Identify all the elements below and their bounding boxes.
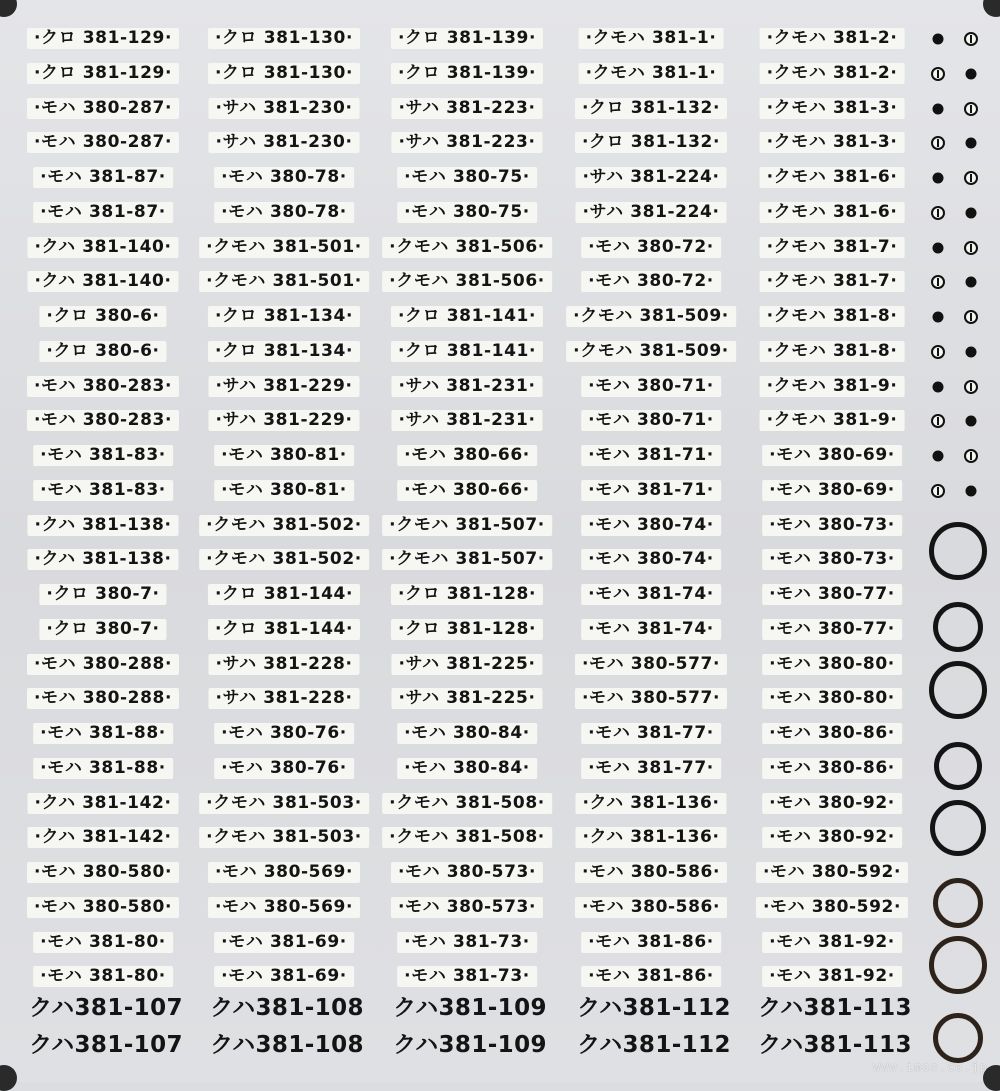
ring-mark <box>934 742 982 790</box>
car-number-decal: ·クロ 381-141· <box>391 306 543 327</box>
car-number-decal: ·クモハ 381-506· <box>382 237 552 258</box>
car-number-decal: ·モハ 380-75· <box>397 202 537 223</box>
large-car-number-decal: クハ381-109 <box>393 995 547 1021</box>
car-number-decal: ·クロ 380-7· <box>39 584 166 605</box>
car-number-decal: ·サハ 381-224· <box>575 202 726 223</box>
car-number-decal: ·モハ 380-66· <box>397 480 537 501</box>
split-dot-mark <box>964 380 978 394</box>
car-number-decal: ·モハ 380-81· <box>214 480 354 501</box>
solid-dot-mark <box>933 34 944 45</box>
car-number-decal: ·クモハ 381-503· <box>199 827 369 848</box>
decal-row <box>0 617 920 641</box>
large-car-number-decal: クハ381-112 <box>577 1032 731 1058</box>
car-number-decal: ·クモハ 381-506· <box>382 271 552 292</box>
car-number-decal: ·クモハ 381-3· <box>760 132 905 153</box>
car-number-decal: ·クモハ 381-1· <box>579 28 724 49</box>
ring-mark <box>933 602 983 652</box>
car-number-decal: ·クモハ 381-502· <box>199 515 369 536</box>
split-dot-mark <box>931 136 945 150</box>
car-number-decal: ·クモハ 381-8· <box>760 306 905 327</box>
car-number-decal: ·モハ 380-592· <box>756 897 908 918</box>
corner-mark-bottom-left <box>0 1065 17 1091</box>
decal-row <box>0 269 920 293</box>
split-dot-mark <box>964 102 978 116</box>
car-number-decal: ·クハ 381-136· <box>575 793 726 814</box>
decal-row <box>0 825 920 849</box>
car-number-decal: ·モハ 381-69· <box>214 966 354 987</box>
car-number-decal: ·モハ 380-71· <box>581 410 721 431</box>
car-number-decal: ·モハ 381-86· <box>581 932 721 953</box>
decal-row <box>0 61 920 85</box>
car-number-decal: ·モハ 380-74· <box>581 549 721 570</box>
decal-row <box>0 96 920 120</box>
ring-mark <box>930 800 986 856</box>
car-number-decal: ·モハ 381-73· <box>397 932 537 953</box>
ring-mark <box>929 936 987 994</box>
car-number-decal: ·モハ 380-76· <box>214 723 354 744</box>
split-dot-mark <box>964 310 978 324</box>
car-number-decal: ·モハ 380-73· <box>762 515 902 536</box>
solid-dot-mark <box>966 485 977 496</box>
car-number-decal: ·クモハ 381-6· <box>760 167 905 188</box>
decal-row <box>0 652 920 676</box>
car-number-decal: ·クハ 381-142· <box>27 793 178 814</box>
car-number-decal: ·クロ 381-132· <box>575 98 727 119</box>
car-number-decal: ·モハ 380-580· <box>27 897 179 918</box>
large-car-number-decal: クハ381-107 <box>29 1032 183 1058</box>
decal-row <box>0 860 920 884</box>
car-number-decal: ·モハ 381-88· <box>33 758 173 779</box>
car-number-decal: ·クハ 381-138· <box>27 515 178 536</box>
car-number-decal: ·クモハ 381-503· <box>199 793 369 814</box>
decal-row <box>0 235 920 259</box>
car-number-decal: ·クモハ 381-8· <box>760 341 905 362</box>
car-number-decal: ·クモハ 381-501· <box>199 271 369 292</box>
car-number-decal: ·サハ 381-229· <box>208 376 359 397</box>
car-number-decal: ·サハ 381-228· <box>208 688 359 709</box>
watermark: www.imon.co.jp <box>872 1060 988 1074</box>
solid-dot-mark <box>966 416 977 427</box>
car-number-decal: ·クモハ 381-508· <box>382 827 552 848</box>
decal-row <box>0 339 920 363</box>
car-number-decal: ·モハ 380-288· <box>27 688 179 709</box>
car-number-decal: ·クロ 381-134· <box>208 341 360 362</box>
car-number-decal: ·モハ 380-283· <box>27 376 179 397</box>
car-number-decal: ·クロ 381-129· <box>27 28 179 49</box>
car-number-decal: ·クロ 381-134· <box>208 306 360 327</box>
car-number-decal: ·モハ 381-80· <box>33 932 173 953</box>
split-dot-mark <box>964 32 978 46</box>
car-number-decal: ·クハ 381-136· <box>575 827 726 848</box>
car-number-decal: ·クハ 381-140· <box>27 271 178 292</box>
car-number-decal: ·サハ 381-229· <box>208 410 359 431</box>
car-number-decal: ·クモハ 381-502· <box>199 549 369 570</box>
car-number-decal: ·クロ 381-128· <box>391 584 543 605</box>
car-number-decal: ·モハ 380-586· <box>575 897 727 918</box>
large-car-number-decal: クハ381-109 <box>393 1032 547 1058</box>
car-number-decal: ·モハ 380-72· <box>581 271 721 292</box>
car-number-decal: ·クモハ 381-508· <box>382 793 552 814</box>
car-number-decal: ·モハ 380-287· <box>27 98 179 119</box>
decal-row <box>0 964 920 988</box>
car-number-decal: ·クモハ 381-501· <box>199 237 369 258</box>
car-number-decal: ·クロ 381-141· <box>391 341 543 362</box>
car-number-decal: ·モハ 381-77· <box>581 758 721 779</box>
car-number-decal: ·モハ 380-80· <box>762 654 902 675</box>
car-number-decal: ·クロ 381-144· <box>208 619 360 640</box>
car-number-decal: ·モハ 380-81· <box>214 445 354 466</box>
car-number-decal: ·クモハ 381-2· <box>760 63 905 84</box>
decal-row <box>0 478 920 502</box>
car-number-decal: ·クハ 381-140· <box>27 237 178 258</box>
decal-row <box>0 304 920 328</box>
car-number-decal: ·モハ 380-580· <box>27 862 179 883</box>
car-number-decal: ·モハ 381-71· <box>581 480 721 501</box>
car-number-decal: ·モハ 380-86· <box>762 723 902 744</box>
car-number-decal: ·サハ 381-223· <box>391 132 542 153</box>
car-number-decal: ·モハ 380-586· <box>575 862 727 883</box>
car-number-decal: ·モハ 381-92· <box>762 932 902 953</box>
large-car-number-decal: クハ381-108 <box>210 995 364 1021</box>
solid-dot-mark <box>966 68 977 79</box>
solid-dot-mark <box>933 451 944 462</box>
solid-dot-mark <box>966 207 977 218</box>
car-number-decal: ·クモハ 381-1· <box>579 63 724 84</box>
car-number-decal: ·サハ 381-225· <box>391 688 542 709</box>
car-number-decal: ·モハ 380-577· <box>575 688 727 709</box>
car-number-decal: ·モハ 381-74· <box>581 619 721 640</box>
decal-row <box>0 791 920 815</box>
car-number-decal: ·クロ 381-132· <box>575 132 727 153</box>
car-number-decal: ·モハ 380-66· <box>397 445 537 466</box>
car-number-decal: ·クモハ 381-509· <box>566 306 736 327</box>
solid-dot-mark <box>933 173 944 184</box>
decal-row <box>0 547 920 571</box>
car-number-decal: ·モハ 380-69· <box>762 445 902 466</box>
split-dot-mark <box>931 206 945 220</box>
car-number-decal: ·クモハ 381-3· <box>760 98 905 119</box>
car-number-decal: ·クモハ 381-9· <box>760 376 905 397</box>
car-number-decal: ·モハ 380-72· <box>581 237 721 258</box>
car-number-decal: ·モハ 380-569· <box>208 897 360 918</box>
car-number-decal: ·サハ 381-224· <box>575 167 726 188</box>
car-number-decal: ·モハ 381-92· <box>762 966 902 987</box>
car-number-decal: ·モハ 380-577· <box>575 654 727 675</box>
car-number-decal: ·モハ 380-283· <box>27 410 179 431</box>
car-number-decal: ·クモハ 381-2· <box>760 28 905 49</box>
car-number-decal: ·サハ 381-228· <box>208 654 359 675</box>
large-car-number-decal: クハ381-113 <box>758 995 912 1021</box>
car-number-decal: ·クロ 380-6· <box>39 341 166 362</box>
car-number-decal: ·モハ 380-80· <box>762 688 902 709</box>
car-number-decal: ·クモハ 381-9· <box>760 410 905 431</box>
car-number-decal: ·モハ 381-69· <box>214 932 354 953</box>
decal-row <box>0 895 920 919</box>
car-number-decal: ·モハ 381-74· <box>581 584 721 605</box>
car-number-decal: ·モハ 380-71· <box>581 376 721 397</box>
car-number-decal: ·モハ 381-88· <box>33 723 173 744</box>
car-number-decal: ·クロ 381-129· <box>27 63 179 84</box>
split-dot-mark <box>964 241 978 255</box>
car-number-decal: ·クモハ 381-7· <box>760 271 905 292</box>
car-number-decal: ·クハ 381-142· <box>27 827 178 848</box>
car-number-decal: ·モハ 380-77· <box>762 619 902 640</box>
decal-row <box>0 165 920 189</box>
car-number-decal: ·クモハ 381-7· <box>760 237 905 258</box>
large-car-number-decal: クハ381-107 <box>29 995 183 1021</box>
car-number-decal: ·クロ 381-130· <box>208 63 360 84</box>
split-dot-mark <box>931 67 945 81</box>
corner-mark-top-left <box>0 0 17 17</box>
decal-row <box>0 374 920 398</box>
solid-dot-mark <box>966 346 977 357</box>
car-number-decal: ·サハ 381-231· <box>391 410 542 431</box>
car-number-decal: ·サハ 381-223· <box>391 98 542 119</box>
car-number-decal: ·モハ 380-86· <box>762 758 902 779</box>
car-number-decal: ·クモハ 381-507· <box>382 549 552 570</box>
ring-mark <box>929 522 987 580</box>
large-decal-row <box>0 996 920 1020</box>
car-number-decal: ·モハ 380-78· <box>214 202 354 223</box>
car-number-decal: ·モハ 381-71· <box>581 445 721 466</box>
decal-row <box>0 686 920 710</box>
decal-row <box>0 408 920 432</box>
large-car-number-decal: クハ381-113 <box>758 1032 912 1058</box>
car-number-decal: ·モハ 380-69· <box>762 480 902 501</box>
car-number-decal: ·モハ 381-87· <box>33 202 173 223</box>
car-number-decal: ·モハ 380-287· <box>27 132 179 153</box>
split-dot-mark <box>931 414 945 428</box>
split-dot-mark <box>964 449 978 463</box>
car-number-decal: ·クロ 381-128· <box>391 619 543 640</box>
solid-dot-mark <box>966 277 977 288</box>
car-number-decal: ·モハ 380-288· <box>27 654 179 675</box>
car-number-decal: ·サハ 381-225· <box>391 654 542 675</box>
car-number-decal: ·モハ 380-84· <box>397 723 537 744</box>
car-number-decal: ·クロ 381-130· <box>208 28 360 49</box>
car-number-decal: ·モハ 380-573· <box>391 897 543 918</box>
car-number-decal: ·サハ 381-230· <box>208 98 359 119</box>
ring-mark <box>933 878 983 928</box>
car-number-decal: ·モハ 380-75· <box>397 167 537 188</box>
car-number-decal: ·サハ 381-231· <box>391 376 542 397</box>
car-number-decal: ·モハ 380-77· <box>762 584 902 605</box>
car-number-decal: ·クロ 381-144· <box>208 584 360 605</box>
ring-mark <box>929 661 987 719</box>
car-number-decal: ·クロ 380-7· <box>39 619 166 640</box>
split-dot-mark <box>931 345 945 359</box>
car-number-decal: ·クモハ 381-509· <box>566 341 736 362</box>
car-number-decal: ·モハ 380-73· <box>762 549 902 570</box>
decal-row <box>0 513 920 537</box>
car-number-decal: ·モハ 381-83· <box>33 480 173 501</box>
car-number-decal: ·モハ 381-83· <box>33 445 173 466</box>
large-car-number-decal: クハ381-108 <box>210 1032 364 1058</box>
decal-row <box>0 930 920 954</box>
decal-row <box>0 721 920 745</box>
car-number-decal: ·モハ 380-76· <box>214 758 354 779</box>
decal-row <box>0 582 920 606</box>
car-number-decal: ·モハ 381-87· <box>33 167 173 188</box>
car-number-decal: ·クハ 381-138· <box>27 549 178 570</box>
car-number-decal: ·モハ 380-573· <box>391 862 543 883</box>
car-number-decal: ·モハ 380-92· <box>762 827 902 848</box>
car-number-decal: ·クロ 380-6· <box>39 306 166 327</box>
decal-row <box>0 26 920 50</box>
car-number-decal: ·モハ 380-569· <box>208 862 360 883</box>
car-number-decal: ·モハ 381-86· <box>581 966 721 987</box>
split-dot-mark <box>931 484 945 498</box>
car-number-decal: ·モハ 380-84· <box>397 758 537 779</box>
car-number-decal: ·モハ 381-80· <box>33 966 173 987</box>
car-number-decal: ·クモハ 381-507· <box>382 515 552 536</box>
car-number-decal: ·モハ 380-92· <box>762 793 902 814</box>
decal-row <box>0 443 920 467</box>
solid-dot-mark <box>933 312 944 323</box>
car-number-decal: ·モハ 380-78· <box>214 167 354 188</box>
decal-row <box>0 130 920 154</box>
car-number-decal: ·クモハ 381-6· <box>760 202 905 223</box>
car-number-decal: ·モハ 380-592· <box>756 862 908 883</box>
car-number-decal: ·サハ 381-230· <box>208 132 359 153</box>
solid-dot-mark <box>933 381 944 392</box>
car-number-decal: ·モハ 381-77· <box>581 723 721 744</box>
solid-dot-mark <box>933 103 944 114</box>
car-number-decal: ·モハ 381-73· <box>397 966 537 987</box>
corner-mark-top-right <box>983 0 1000 17</box>
large-decal-row <box>0 1033 920 1057</box>
car-number-decal: ·クロ 381-139· <box>391 63 543 84</box>
split-dot-mark <box>931 275 945 289</box>
car-number-decal: ·クロ 381-139· <box>391 28 543 49</box>
car-number-decal: ·モハ 380-74· <box>581 515 721 536</box>
ring-mark <box>933 1013 983 1063</box>
split-dot-mark <box>964 171 978 185</box>
decal-row <box>0 200 920 224</box>
large-car-number-decal: クハ381-112 <box>577 995 731 1021</box>
solid-dot-mark <box>933 242 944 253</box>
decal-row <box>0 756 920 780</box>
solid-dot-mark <box>966 138 977 149</box>
